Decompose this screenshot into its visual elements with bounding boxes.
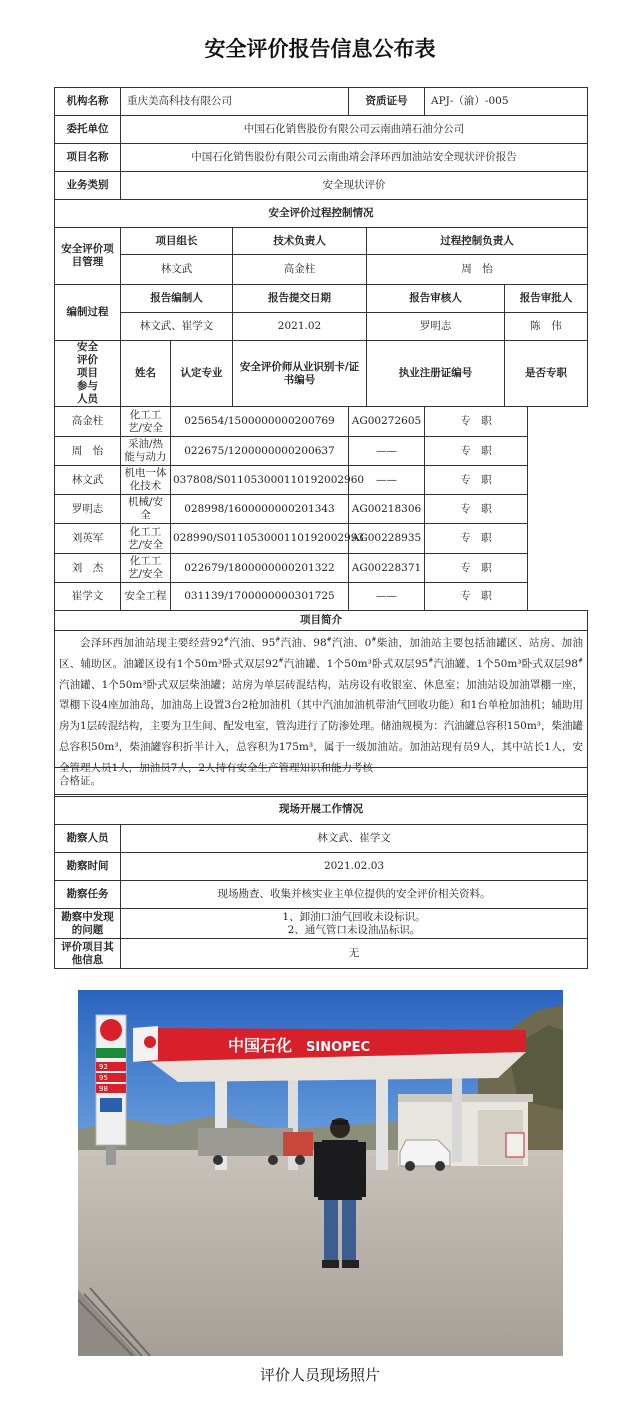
staff-row: [55, 466, 588, 495]
compile-header: 报告提交日期: [233, 285, 367, 313]
cert-label: 资质证号: [349, 88, 425, 116]
compile-value: 罗明志: [367, 313, 505, 341]
staff-reg: ——: [349, 466, 425, 495]
site-title: 现场开展工作情况: [55, 795, 588, 825]
compile-value: 陈 伟: [505, 313, 588, 341]
staff-header: 认定专业: [171, 341, 233, 407]
staff-fulltime: 专 职: [425, 437, 528, 466]
staff-fulltime: 专 职: [425, 495, 528, 524]
staff-major: 化工工艺/安全: [121, 524, 171, 554]
pylon-price: 95: [99, 1074, 108, 1082]
staff-major: 安全工程: [121, 583, 171, 611]
survey-time-label: 勘察时间: [55, 853, 121, 881]
tanker-truck: [198, 1128, 293, 1156]
site-table: [54, 767, 588, 969]
staff-name: 崔学文: [55, 583, 121, 611]
staff-header: 执业注册证编号: [367, 341, 505, 407]
issues-label: 勘察中发现的问题: [55, 909, 121, 939]
staff-row: [55, 407, 588, 437]
staff-name: 周 怡: [55, 437, 121, 466]
staff-name: 刘 杰: [55, 554, 121, 583]
staff-major: 采油/热能与动力: [121, 437, 171, 466]
org-value: 重庆美高科技有限公司: [121, 88, 349, 116]
project-value: 中国石化销售股份有限公司云南曲靖会泽环西加油站安全现状评价报告: [121, 144, 588, 172]
staff-fulltime: 专 职: [425, 583, 528, 611]
page-title: 安全评价报告信息公布表: [204, 37, 436, 61]
cert-value: APJ-（渝）-005: [425, 88, 588, 116]
compile-label: 编制过程: [55, 285, 121, 341]
staff-row: [55, 495, 588, 524]
intro-paragraph: 会泽环西加油站现主要经营92#汽油、95#汽油、98#汽油、0#柴油，加油站主要包括油罐区、站房、加油区、辅助区。油罐区设有1个50m³卧式双层92#汽油罐、1个50m³卧式双层95#汽油罐、1个50m³卧式双层98#汽油罐、1个50m³卧式双层柴油罐；站房为单层砖混结构，站房设有收银室、休息室；加油站设加油罩棚一座，罩棚下设4座加油岛，加油岛上设置3台2枪加油机（其中汽油加油机带油气回收功能）和1台单枪加油机；辅助用房为1层砖混结构，主要为卫生间、配发电室，管沟进行了防渗处理。储油规模为：汽油罐总容积150m³，柴油罐总容积50m³，柴油罐容积折半计入，总容积为175m³，属于一级加油站。加油站现有员9人，其中站长1人，安全管理人员1人，加油员7人，2人持有安全生产管理知识和能力考核: [59, 636, 584, 774]
org-label: 机构名称: [55, 88, 121, 116]
other-label: 评价项目其他信息: [55, 939, 121, 969]
issue-item: 1、卸油口油气回收未设标识。: [282, 910, 426, 923]
process-title: 安全评价过程控制情况: [55, 200, 588, 228]
staff-header: 安全评价师从业识别卡/证书编号: [233, 341, 367, 407]
staff-header: 姓名: [121, 341, 171, 407]
staff-row: [55, 583, 588, 611]
staff-fulltime: 专 职: [425, 524, 528, 554]
biz-label: 业务类别: [55, 172, 121, 200]
staff-name: 罗明志: [55, 495, 121, 524]
project-label: 项目名称: [55, 144, 121, 172]
mgmt-label: 安全评价项目管理: [55, 228, 121, 285]
staff-major: 机电一体化技术: [121, 466, 171, 495]
staff-row: [55, 524, 588, 554]
canopy-brand-en: SINOPEC: [306, 1040, 371, 1055]
staff-card: 031139/1700000000301725: [171, 583, 349, 611]
staff-name: 刘英军: [55, 524, 121, 554]
compile-value: 林文武、崔学文: [121, 313, 233, 341]
survey-task-label: 勘察任务: [55, 881, 121, 909]
biz-value: 安全现状评价: [121, 172, 588, 200]
mgmt-value: 高金柱: [233, 255, 367, 285]
staff-fulltime: 专 职: [425, 407, 528, 437]
survey-time-value: 2021.02.03: [121, 853, 588, 881]
staff-fulltime: 专 职: [425, 466, 528, 495]
staff-card: 025654/1500000000200769: [171, 407, 349, 437]
canopy-brand-cn: 中国石化: [228, 1036, 293, 1055]
intro-continuation: 合格证。: [55, 768, 588, 795]
other-value: 无: [121, 939, 588, 969]
staff-reg: AG00218306: [349, 495, 425, 524]
staff-row: [55, 554, 588, 583]
photo-caption: 评价人员现场照片: [259, 1366, 380, 1384]
staff-reg: AG00272605: [349, 407, 425, 437]
staff-major: 化工工艺/安全: [121, 554, 171, 583]
pylon-price: 98: [99, 1085, 108, 1093]
staff-name: 林文武: [55, 466, 121, 495]
compile-header: 报告编制人: [121, 285, 233, 313]
mgmt-value: 周 怡: [367, 255, 588, 285]
survey-people-label: 勘察人员: [55, 825, 121, 853]
site-photo: [78, 990, 563, 1356]
staff-major: 化工工艺/安全: [121, 407, 171, 437]
intro-title: 项目简介: [55, 611, 588, 631]
issues-value: [121, 909, 588, 939]
staff-major: 机械/安全: [121, 495, 171, 524]
staff-card: 037808/S011053000110192002960: [171, 466, 349, 495]
mgmt-header: 过程控制负责人: [367, 228, 588, 255]
compile-header: 报告审批人: [505, 285, 588, 313]
issue-item: 2、通气管口未设油品标识。: [287, 923, 421, 936]
client-value: 中国石化销售股份有限公司云南曲靖石油分公司: [121, 116, 588, 144]
staff-row: [55, 437, 588, 466]
staff-name: 高金柱: [55, 407, 121, 437]
mgmt-header: 项目组长: [121, 228, 233, 255]
staff-card: 028990/S011053000110192002993: [171, 524, 349, 554]
compile-value: 2021.02: [233, 313, 367, 341]
pylon-price: 92: [99, 1063, 108, 1071]
compile-header: 报告审核人: [367, 285, 505, 313]
survey-task-value: 现场勘查、收集并核实业主单位提供的安全评价相关资料。: [121, 881, 588, 909]
client-label: 委托单位: [55, 116, 121, 144]
mgmt-value: 林文武: [121, 255, 233, 285]
staff-label: 安全评价项目参与人员: [55, 341, 121, 407]
staff-reg: AG00228371: [349, 554, 425, 583]
site-photo-illustration: [78, 990, 563, 1356]
staff-reg: AG00228935: [349, 524, 425, 554]
staff-reg: ——: [349, 583, 425, 611]
staff-card: 028998/1600000000201343: [171, 495, 349, 524]
info-table: [54, 87, 588, 797]
staff-header: 是否专职: [505, 341, 588, 407]
staff-card: 022679/1800000000201322: [171, 554, 349, 583]
staff-fulltime: 专 职: [425, 554, 528, 583]
survey-people-value: 林文武、崔学文: [121, 825, 588, 853]
mgmt-header: 技术负责人: [233, 228, 367, 255]
staff-card: 022675/1200000000200637: [171, 437, 349, 466]
staff-reg: ——: [349, 437, 425, 466]
